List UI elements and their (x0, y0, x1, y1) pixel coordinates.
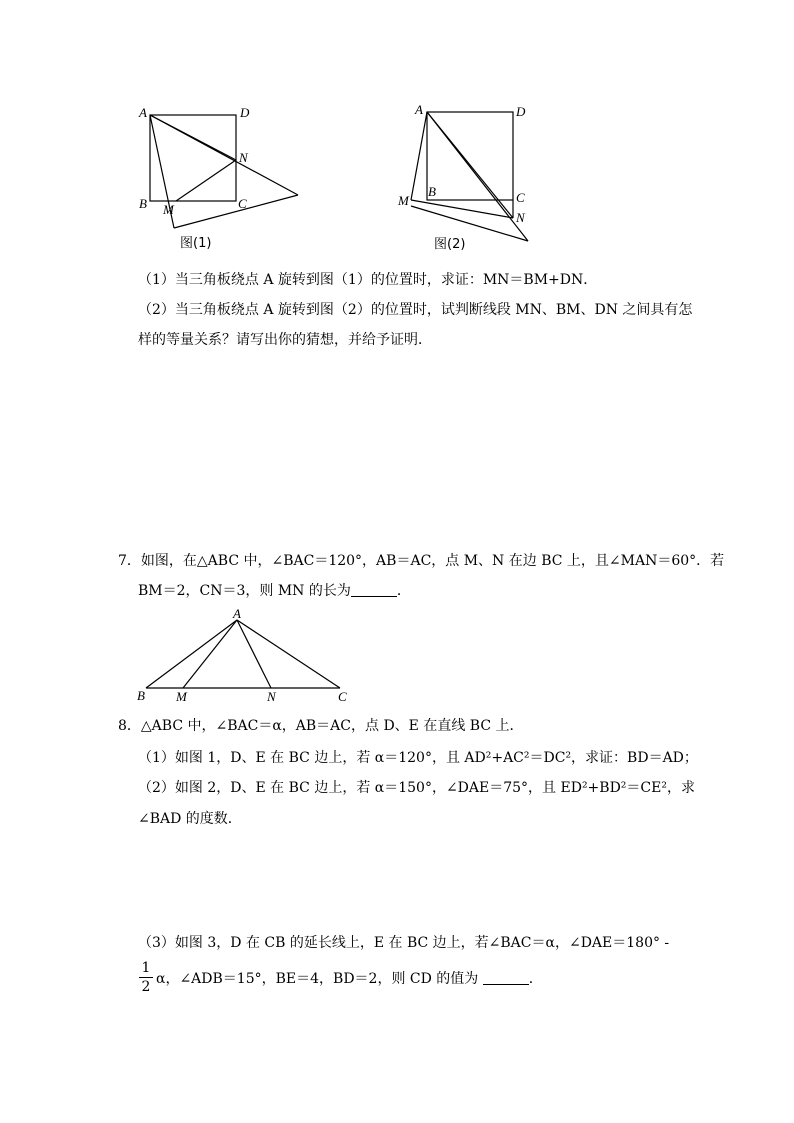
triangle-side (411, 206, 528, 241)
figure-2-caption: 图(2) (434, 237, 466, 252)
fraction-bar (139, 977, 153, 978)
q8-answer-blank[interactable] (483, 970, 529, 985)
q8-intro: 8．△ABC 中，∠BAC＝α，AB＝AC，点 D、E 在直线 BC 上． (118, 718, 524, 734)
segment-ac (237, 620, 340, 688)
segment-an (150, 115, 236, 160)
label-n: N (516, 210, 525, 225)
q6-part1: （1）当三角板绕点 A 旋转到图（1）的位置时，求证：MN＝BM+DN． (138, 272, 598, 288)
square-abcd (427, 112, 513, 200)
figure-q7 (132, 606, 358, 706)
label-n: N (267, 689, 276, 704)
label-a: A (233, 606, 241, 621)
q8-part3-line2-text: α，∠ADB＝15°，BE＝4，BD＝2，则 CD 的值为 (156, 971, 479, 987)
segment-an (237, 620, 271, 688)
q8-part3-line1: （3）如图 3，D 在 CB 的延长线上，E 在 BC 边上，若∠BAC＝α，∠DAE＝180° - (138, 935, 670, 951)
label-c: C (516, 190, 525, 205)
q8-part1: （1）如图 1，D、E 在 BC 边上，若 α＝120°，且 AD²+AC²＝DC²，求证：BD＝AD； (138, 750, 698, 766)
label-b: B (137, 688, 145, 703)
figure-1 (130, 100, 320, 255)
q7-line1: 7．如图，在△ABC 中，∠BAC＝120°，AB＝AC，点 M、N 在边 BC 上，且∠MAN＝60°．若 (118, 553, 725, 569)
q8-part2-line2: ∠BAD 的度数． (138, 811, 242, 827)
figure-1-caption: 图(1) (180, 236, 212, 251)
q8-part3-end: ． (528, 971, 543, 987)
label-d: D (516, 104, 526, 119)
q6-part2-line2: 样的等量关系？请写出你的猜想，并给予证明． (138, 332, 432, 348)
q7-line2-end: ． (396, 583, 411, 599)
q8-part2-line1: （2）如图 2，D、E 在 BC 边上，若 α＝150°，∠DAE＝75°，且 ED²+BD²＝CE²，求 (138, 780, 695, 796)
fraction-numerator: 1 (141, 960, 151, 976)
label-b: B (428, 184, 436, 199)
square-abcd (150, 115, 236, 201)
label-m: M (163, 202, 174, 217)
q7-line2-text: BM＝2，CN＝3，则 MN 的长为 (138, 583, 351, 599)
label-c: C (238, 196, 247, 211)
fraction-denominator: 2 (141, 979, 151, 995)
label-n: N (239, 150, 248, 165)
label-a: A (415, 102, 423, 117)
segment-mn (176, 160, 236, 201)
label-m: M (398, 193, 409, 208)
label-b: B (139, 196, 147, 211)
label-m: M (176, 689, 187, 704)
figure-2 (390, 100, 550, 258)
label-d: D (240, 105, 250, 120)
q8-part3-line2 (156, 970, 543, 988)
q6-part2-line1: （2）当三角板绕点 A 旋转到图（2）的位置时，试判断线段 MN、BM、DN 之间具有怎 (138, 302, 693, 318)
segment-am (411, 112, 427, 200)
q7-answer-blank[interactable] (351, 582, 397, 597)
label-c: C (338, 689, 347, 704)
fraction-one-half (139, 960, 153, 995)
label-a: A (139, 105, 147, 120)
q7-line2 (138, 582, 411, 600)
